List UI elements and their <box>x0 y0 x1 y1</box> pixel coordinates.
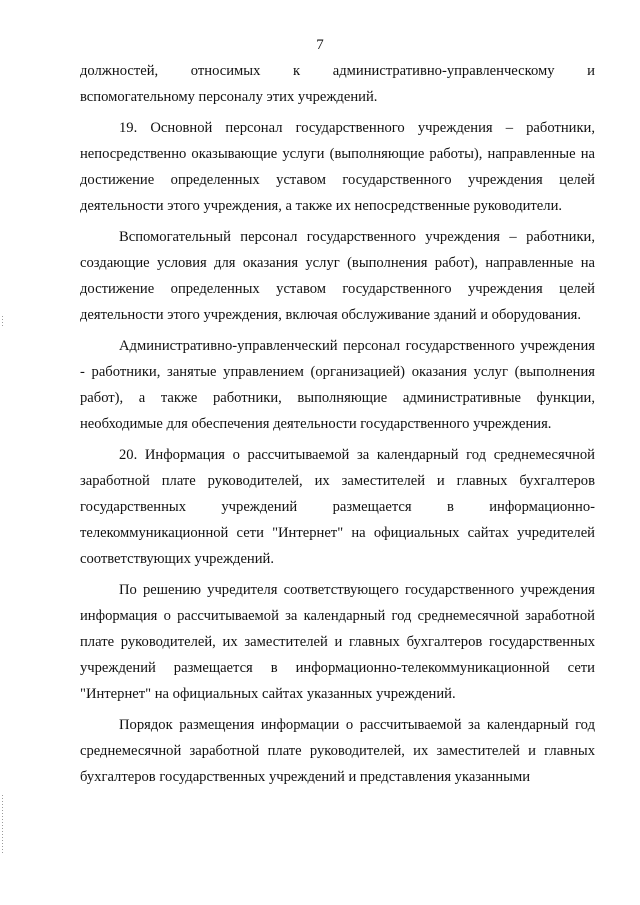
document-body <box>80 58 595 790</box>
page-number: 7 <box>316 37 324 53</box>
scan-edge-mark <box>2 795 3 855</box>
paragraph-continuation: должностей, относимых к административно-управленческому и вспомогательному персоналу этих учреждений. <box>80 63 595 105</box>
paragraph-founder-decision: По решению учредителя соответствующего государственного учреждения информация о рассчитываемой за календарный год среднемесячной заработной плате руководителей, их заместителей и главных бухгалтеров государственных учреждений размещается в информационно-телекоммуникационной сети "Интернет" на официальных сайтах указанных учреждений. <box>80 582 595 702</box>
paragraph-item-20: 20. Информация о рассчитываемой за календарный год среднемесячной заработной плате руководителей, их заместителей и главных бухгалтеров государственных учреждений размещается в информационно-телекоммуникационной сети "Интернет" на официальных сайтах учредителей соответствующих учреждений. <box>80 447 595 567</box>
paragraph-auxiliary-staff: Вспомогательный персонал государственного учреждения – работники, создающие условия для оказания услуг (выполнения работ), направленные на достижение определенных уставом государственного учреждения целей деятельности этого учреждения, включая обслуживание зданий и оборудования. <box>80 229 595 323</box>
scan-edge-mark <box>2 316 3 326</box>
paragraph-procedure: Порядок размещения информации о рассчитываемой за календарный год среднемесячной заработной плате руководителей, их заместителей и главных бухгалтеров государственных учреждений и представления указанными <box>80 717 595 785</box>
paragraph-admin-staff: Административно-управленческий персонал государственного учреждения - работники, занятые управлением (организацией) оказания услуг (выполнения работ), а также работники, выполняющие административные функции, необходимые для обеспечения деятельности государственного учреждения. <box>80 338 595 432</box>
paragraph-item-19: 19. Основной персонал государственного учреждения – работники, непосредственно оказывающие услуги (выполняющие работы), направленные на достижение определенных уставом государственного учреждения целей деятельности этого учреждения, а также их непосредственные руководители. <box>80 120 595 214</box>
